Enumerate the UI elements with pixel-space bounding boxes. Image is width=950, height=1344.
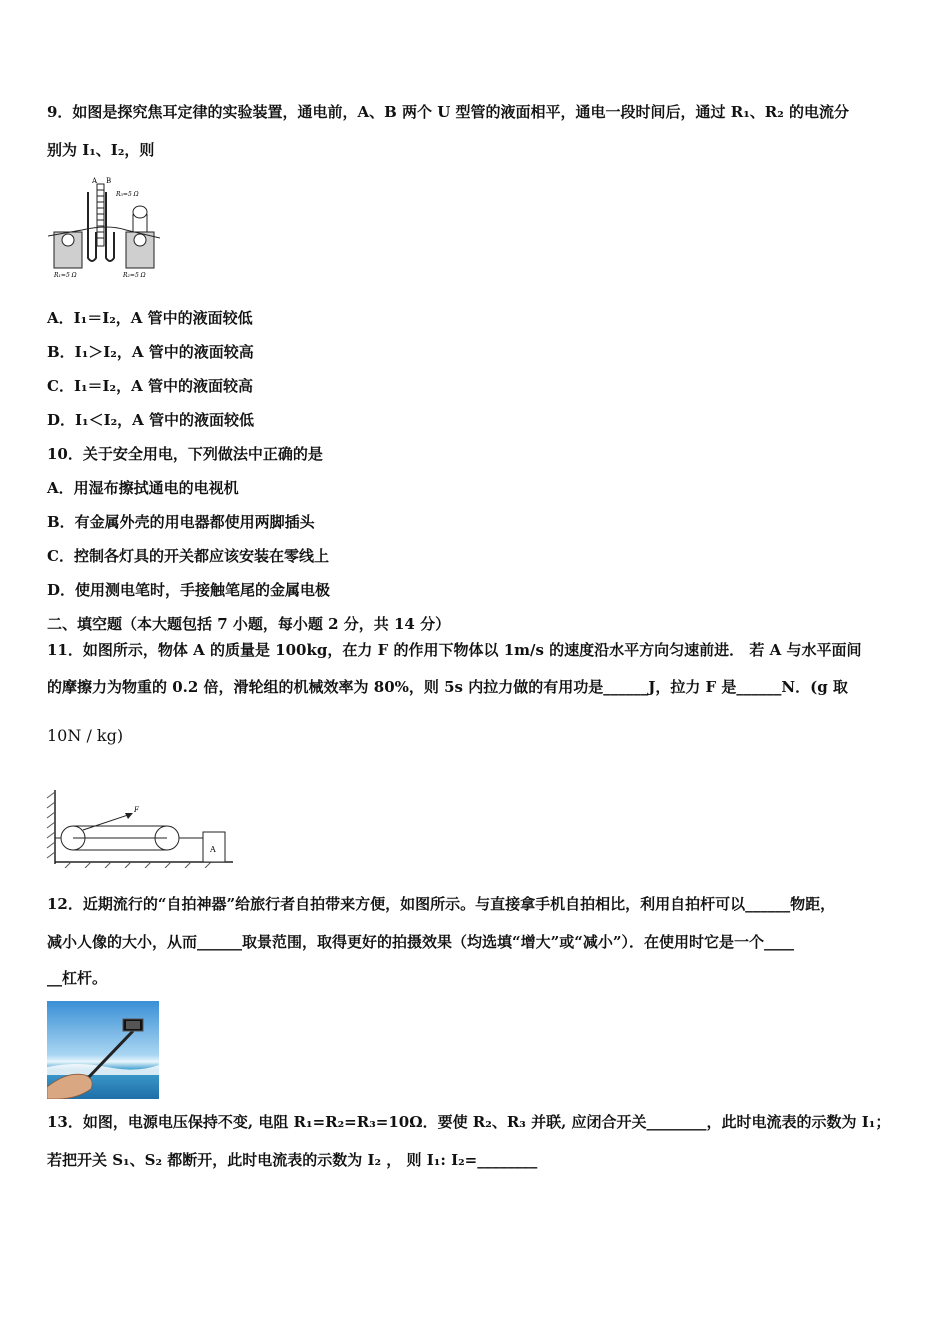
q13-line-2: 若把开关 S₁、S₂ 都断开，此时电流表的示数为 I₂ ， 则 I₁: I₂=________ <box>47 1151 538 1169</box>
q10-option-c: C．控制各灯具的开关都应该安装在零线上 <box>47 547 329 565</box>
q12-line-1: 12．近期流行的“自拍神器”给旅行者自拍带来方便，如图所示。与直接拿手机自拍相比，利用自拍杆可以______物距， <box>47 895 836 913</box>
q9-line-2: 别为 I₁、I₂，则 <box>47 141 155 159</box>
label-a: A <box>92 177 98 185</box>
label-force-f: F <box>134 806 139 814</box>
section-2-heading: 二、填空题（本大题包括 7 小题，每小题 2 分，共 14 分） <box>47 615 451 633</box>
q12-line-3: __杠杆。 <box>47 969 108 987</box>
q9-option-c: C．I₁＝I₂，A 管中的液面较高 <box>47 377 253 395</box>
q10-stem: 10．关于安全用电，下列做法中正确的是 <box>47 445 323 463</box>
q13-line-1: 13．如图，电源电压保持不变, 电阻 R₁=R₂=R₃=10Ω．要使 R₂、R₃ 并联, 应闭合开关________，此时电流表的示数为 I₁； <box>47 1113 891 1131</box>
label-r2: R₂=5 Ω <box>123 272 146 279</box>
label-block-a: A <box>210 845 216 854</box>
joule-law-apparatus-figure <box>48 172 160 282</box>
q9-option-d: D．I₁＜I₂，A 管中的液面较低 <box>47 411 255 429</box>
q10-option-a: A．用湿布擦拭通电的电视机 <box>47 479 239 497</box>
q10-option-b: B．有金属外壳的用电器都使用两脚插头 <box>47 513 315 531</box>
q11-line-1: 11．如图所示，物体 A 的质量是 100kg，在力 F 的作用下物体以 1m/s 的速度沿水平方向匀速前进． 若 A 与水平面间 <box>47 641 862 659</box>
label-b: B <box>106 177 112 185</box>
selfie-stick-photo <box>47 1001 159 1099</box>
q12-line-2: 减小人像的大小，从而______取景范围，取得更好的拍摄效果（均选填“增大”或“减小”）．在使用时它是一个____ <box>47 933 795 951</box>
pulley-system-figure <box>45 788 235 868</box>
q9-option-b: B．I₁＞I₂，A 管中的液面较高 <box>47 343 254 361</box>
q11-line-2: 的摩擦力为物重的 0.2 倍，滑轮组的机械效率为 80%，则 5s 内拉力做的有用功是______J，拉力 F 是______N．(g 取 <box>47 678 848 696</box>
label-r1: R₁=5 Ω <box>54 272 77 279</box>
q10-option-d: D．使用测电笔时，手接触笔尾的金属电极 <box>47 581 331 599</box>
q9-option-a: A．I₁＝I₂，A 管中的液面较低 <box>47 309 253 327</box>
q9-line-1: 9．如图是探究焦耳定律的实验装置，通电前，A、B 两个 U 型管的液面相平，通电一段时间后，通过 R₁、R₂ 的电流分 <box>47 103 850 121</box>
q11-line-3: 10N / kg) <box>47 726 124 745</box>
label-r3: R₃=5 Ω <box>116 191 139 198</box>
